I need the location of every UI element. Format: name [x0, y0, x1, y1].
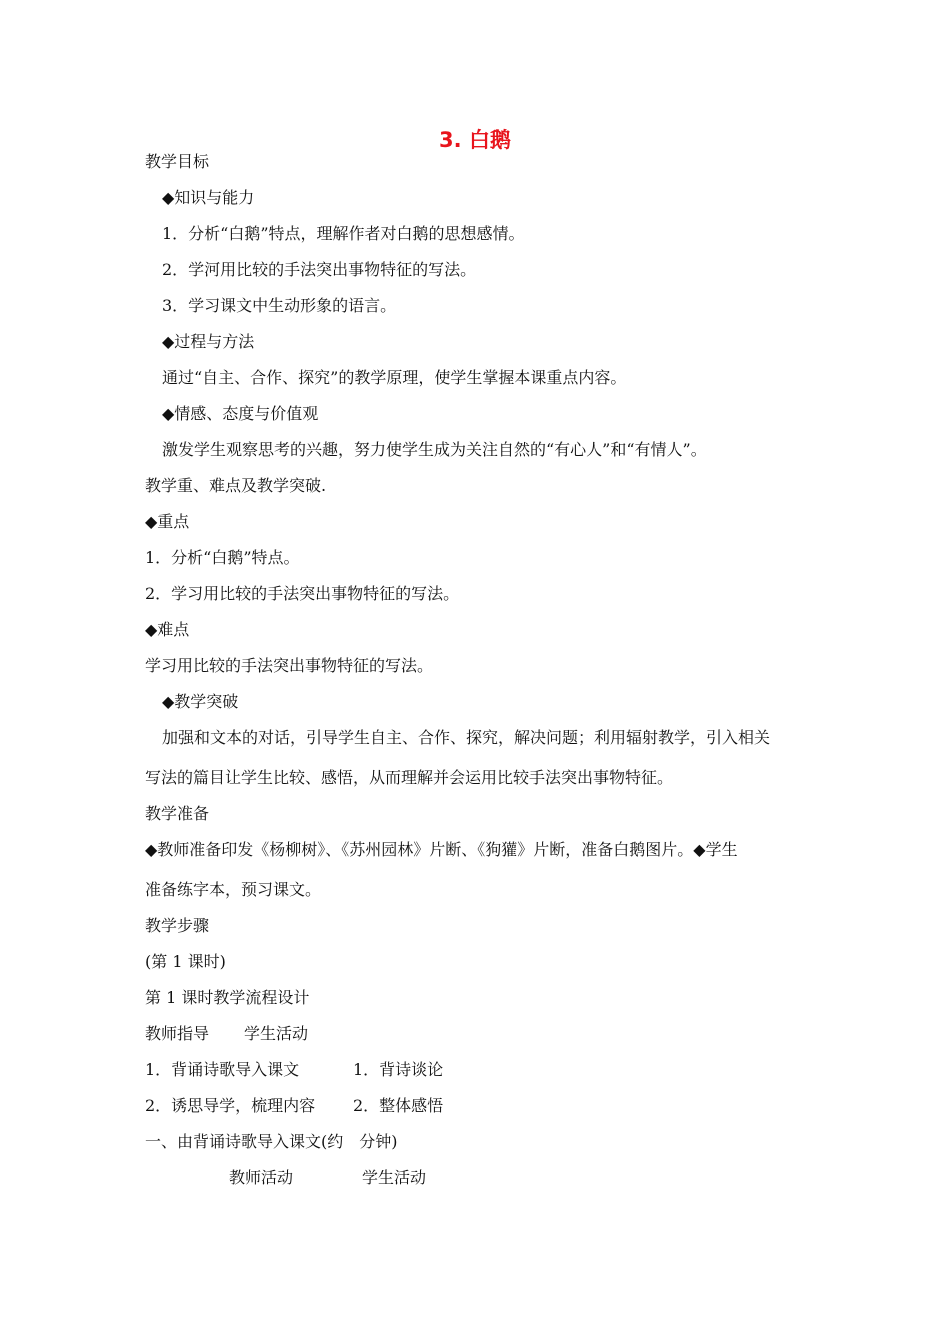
difficulty-heading: ◆难点: [145, 620, 190, 639]
section-heading: 一、由背诵诗歌导入课文(约 分钟): [145, 1132, 398, 1151]
flow-heading: 第 1 课时教学流程设计: [145, 988, 310, 1007]
flow-header-teacher: 教师指导: [145, 1024, 210, 1043]
flow-cell-student: 2．整体感悟: [353, 1096, 444, 1115]
activity-header-teacher: 教师活动: [229, 1168, 294, 1187]
knowledge-item: 3．学习课文中生动形象的语言。: [162, 296, 397, 315]
process-heading: ◆过程与方法: [162, 332, 255, 351]
breakthrough-text: 加强和文本的对话，引导学生自主、合作、探究，解决问题；利用辐射教学，引入相关: [162, 728, 771, 747]
flow-header-student: 学生活动: [244, 1024, 309, 1043]
prep-text: ◆教师准备印发《杨柳树》、《苏州园林》片断、《狗獾》片断，准备白鹅图片。◆学生: [145, 840, 738, 859]
knowledge-item: 2．学河用比较的手法突出事物特征的写法。: [162, 260, 477, 279]
prep-heading: 教学准备: [145, 804, 210, 823]
process-text: 通过“自主、合作、探究”的教学原理，使学生掌握本课重点内容。: [162, 368, 627, 387]
emotion-text: 激发学生观察思考的兴趣，努力使学生成为关注自然的“有心人”和“有情人”。: [162, 440, 707, 459]
prep-text-cont: 准备练字本，预习课文。: [145, 880, 322, 899]
flow-cell-teacher: 1．背诵诗歌导入课文: [145, 1060, 300, 1079]
breakthrough-text-cont: 写法的篇目让学生比较、感悟，从而理解并会运用比较手法突出事物特征。: [145, 768, 674, 787]
emotion-heading: ◆情感、态度与价值观: [162, 404, 319, 423]
knowledge-item: 1．分析“白鹅”特点，理解作者对白鹅的思想感情。: [162, 224, 525, 243]
focus-heading: ◆重点: [145, 512, 190, 531]
focus-item: 2．学习用比较的手法突出事物特征的写法。: [145, 584, 460, 603]
activity-header-student: 学生活动: [362, 1168, 427, 1187]
breakthrough-heading: ◆教学突破: [162, 692, 239, 711]
difficulty-text: 学习用比较的手法突出事物特征的写法。: [145, 656, 434, 675]
steps-heading: 教学步骤: [145, 916, 210, 935]
flow-cell-student: 1．背诗谈论: [353, 1060, 444, 1079]
period-label: (第 1 课时): [145, 952, 226, 971]
knowledge-heading: ◆知识与能力: [162, 188, 255, 207]
goals-heading: 教学目标: [145, 152, 210, 171]
page-title: 3. 白鹅: [439, 128, 511, 152]
keypoints-heading: 教学重、难点及教学突破.: [145, 476, 327, 495]
flow-cell-teacher: 2．诱思导学，梳理内容: [145, 1096, 316, 1115]
focus-item: 1．分析“白鹅”特点。: [145, 548, 300, 567]
